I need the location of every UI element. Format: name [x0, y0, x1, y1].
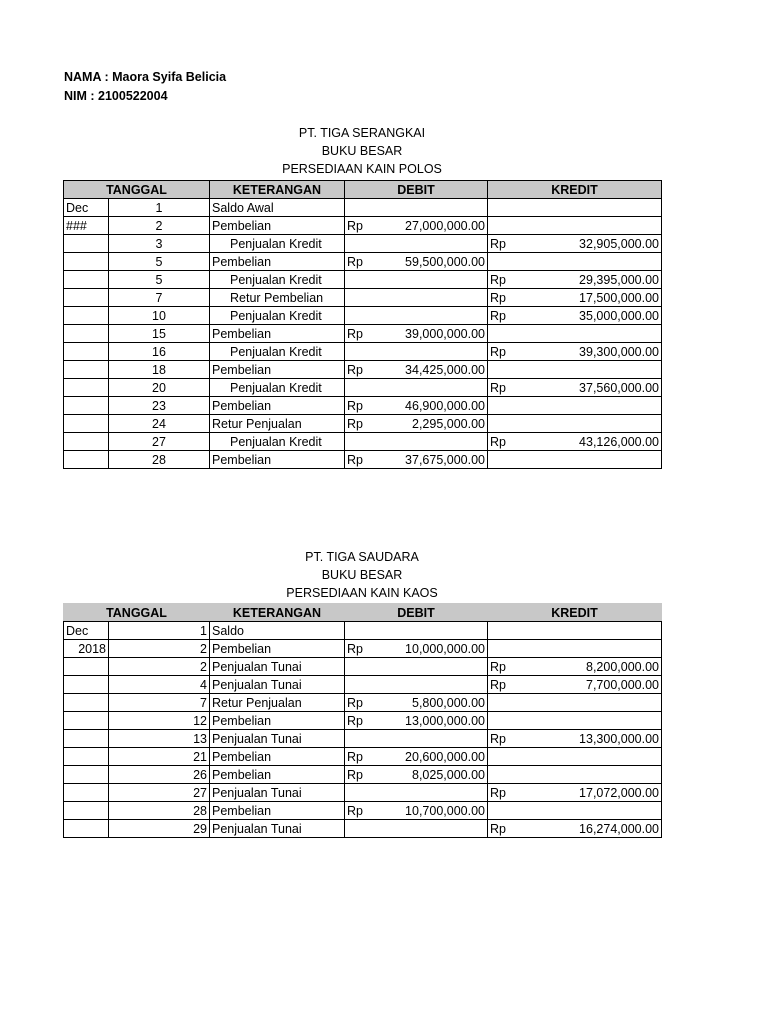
description-cell: Pembelian: [210, 766, 345, 784]
date-month-cell: [64, 289, 109, 307]
debit-amount-cell: 13,000,000.00: [385, 712, 488, 730]
debit-amount-cell: 59,500,000.00: [385, 253, 488, 271]
kredit-currency-cell: [488, 748, 528, 766]
debit-amount-cell: 37,675,000.00: [385, 451, 488, 469]
date-month-cell: Dec: [64, 199, 109, 217]
debit-currency-cell: [345, 307, 385, 325]
table-row: [64, 658, 662, 676]
date-day-cell: 2: [109, 640, 210, 658]
date-month-cell: [64, 784, 109, 802]
debit-currency-cell: Rp: [345, 253, 385, 271]
description-cell: Penjualan Kredit: [210, 271, 345, 289]
debit-currency-cell: [345, 343, 385, 361]
date-day-cell: 1: [109, 622, 210, 640]
table-row: [64, 397, 662, 415]
date-day-cell: 1: [109, 199, 210, 217]
ledger1-book: BUKU BESAR: [321, 144, 403, 158]
debit-currency-cell: [345, 658, 385, 676]
table-row: [64, 730, 662, 748]
debit-amount-cell: 27,000,000.00: [385, 217, 488, 235]
description-cell: Penjualan Tunai: [210, 658, 345, 676]
kredit-currency-cell: [488, 253, 528, 271]
description-cell: Penjualan Tunai: [210, 676, 345, 694]
description-cell: Pembelian: [210, 640, 345, 658]
table-row: [64, 235, 662, 253]
ledger2-table: [63, 603, 662, 838]
kredit-amount-cell: [528, 253, 662, 271]
date-month-cell: [64, 361, 109, 379]
header-keterangan: KETERANGAN: [210, 604, 345, 622]
date-month-cell: [64, 766, 109, 784]
table-row: [64, 379, 662, 397]
kredit-currency-cell: Rp: [488, 730, 528, 748]
date-day-cell: 29: [109, 820, 210, 838]
table-row: [64, 271, 662, 289]
table-row: [64, 640, 662, 658]
table-row: [64, 766, 662, 784]
ledger1-header-row: [64, 181, 662, 199]
ledger1-account: PERSEDIAAN KAIN POLOS: [282, 162, 442, 176]
kredit-currency-cell: [488, 712, 528, 730]
date-day-cell: 24: [109, 415, 210, 433]
header-debit: DEBIT: [345, 181, 488, 199]
date-month-cell: [64, 676, 109, 694]
debit-amount-cell: [385, 343, 488, 361]
kredit-currency-cell: Rp: [488, 820, 528, 838]
table-row: [64, 325, 662, 343]
kredit-amount-cell: [528, 451, 662, 469]
kredit-currency-cell: Rp: [488, 271, 528, 289]
description-cell: Pembelian: [210, 748, 345, 766]
header-kredit: KREDIT: [488, 604, 662, 622]
header-tanggal: TANGGAL: [64, 604, 210, 622]
description-cell: Saldo: [210, 622, 345, 640]
debit-currency-cell: Rp: [345, 397, 385, 415]
table-row: [64, 820, 662, 838]
kredit-amount-cell: 29,395,000.00: [528, 271, 662, 289]
kredit-amount-cell: [528, 217, 662, 235]
date-day-cell: 7: [109, 289, 210, 307]
kredit-currency-cell: [488, 217, 528, 235]
debit-amount-cell: [385, 379, 488, 397]
date-month-cell: [64, 748, 109, 766]
kredit-amount-cell: [528, 766, 662, 784]
kredit-amount-cell: 16,274,000.00: [528, 820, 662, 838]
date-month-cell: [64, 271, 109, 289]
debit-amount-cell: 20,600,000.00: [385, 748, 488, 766]
debit-amount-cell: [385, 730, 488, 748]
kredit-currency-cell: Rp: [488, 289, 528, 307]
debit-currency-cell: Rp: [345, 361, 385, 379]
table-row: [64, 253, 662, 271]
kredit-currency-cell: [488, 415, 528, 433]
kredit-amount-cell: [528, 712, 662, 730]
kredit-currency-cell: [488, 622, 528, 640]
table-row: [64, 451, 662, 469]
date-month-cell: ###: [64, 217, 109, 235]
kredit-currency-cell: [488, 451, 528, 469]
debit-currency-cell: Rp: [345, 712, 385, 730]
debit-amount-cell: 34,425,000.00: [385, 361, 488, 379]
debit-currency-cell: Rp: [345, 640, 385, 658]
description-cell: Retur Penjualan: [210, 694, 345, 712]
date-day-cell: 3: [109, 235, 210, 253]
kredit-currency-cell: Rp: [488, 676, 528, 694]
header-debit: DEBIT: [345, 604, 488, 622]
header-tanggal: TANGGAL: [64, 181, 210, 199]
debit-currency-cell: [345, 289, 385, 307]
debit-currency-cell: Rp: [345, 748, 385, 766]
description-cell: Penjualan Tunai: [210, 730, 345, 748]
debit-amount-cell: [385, 307, 488, 325]
debit-currency-cell: [345, 379, 385, 397]
table-row: [64, 361, 662, 379]
date-month-cell: [64, 379, 109, 397]
debit-currency-cell: [345, 235, 385, 253]
date-day-cell: 16: [109, 343, 210, 361]
kredit-amount-cell: 43,126,000.00: [528, 433, 662, 451]
debit-amount-cell: [385, 676, 488, 694]
description-cell: Penjualan Kredit: [210, 433, 345, 451]
table-row: [64, 802, 662, 820]
ledger1-company: PT. TIGA SERANGKAI: [298, 126, 426, 140]
date-month-cell: [64, 433, 109, 451]
debit-currency-cell: Rp: [345, 217, 385, 235]
description-cell: Pembelian: [210, 397, 345, 415]
kredit-amount-cell: 32,905,000.00: [528, 235, 662, 253]
debit-currency-cell: [345, 676, 385, 694]
student-nim: NIM : 2100522004: [64, 89, 168, 103]
table-row: [64, 784, 662, 802]
date-month-cell: Dec: [64, 622, 109, 640]
debit-currency-cell: Rp: [345, 451, 385, 469]
debit-currency-cell: [345, 784, 385, 802]
debit-amount-cell: 10,700,000.00: [385, 802, 488, 820]
kredit-amount-cell: 39,300,000.00: [528, 343, 662, 361]
debit-amount-cell: [385, 820, 488, 838]
date-day-cell: 2: [109, 217, 210, 235]
kredit-amount-cell: [528, 694, 662, 712]
ledger2-company: PT. TIGA SAUDARA: [305, 550, 419, 564]
debit-amount-cell: [385, 199, 488, 217]
description-cell: Retur Penjualan: [210, 415, 345, 433]
date-day-cell: 7: [109, 694, 210, 712]
date-day-cell: 10: [109, 307, 210, 325]
kredit-amount-cell: 8,200,000.00: [528, 658, 662, 676]
table-row: [64, 415, 662, 433]
date-month-cell: [64, 343, 109, 361]
description-cell: Pembelian: [210, 451, 345, 469]
ledger1-title-block: [63, 124, 661, 178]
table-row: [64, 676, 662, 694]
debit-amount-cell: 5,800,000.00: [385, 694, 488, 712]
date-month-cell: [64, 730, 109, 748]
student-name: NAMA : Maora Syifa Belicia: [64, 70, 227, 84]
description-cell: Penjualan Kredit: [210, 235, 345, 253]
header-kredit: KREDIT: [488, 181, 662, 199]
debit-amount-cell: [385, 784, 488, 802]
date-day-cell: 2: [109, 658, 210, 676]
description-cell: Penjualan Kredit: [210, 379, 345, 397]
date-day-cell: 13: [109, 730, 210, 748]
kredit-amount-cell: [528, 361, 662, 379]
table-row: [64, 343, 662, 361]
date-month-cell: [64, 802, 109, 820]
debit-amount-cell: 2,295,000.00: [385, 415, 488, 433]
kredit-currency-cell: Rp: [488, 784, 528, 802]
kredit-currency-cell: Rp: [488, 307, 528, 325]
debit-currency-cell: [345, 199, 385, 217]
description-cell: Pembelian: [210, 217, 345, 235]
debit-currency-cell: Rp: [345, 325, 385, 343]
kredit-amount-cell: 35,000,000.00: [528, 307, 662, 325]
description-cell: Penjualan Tunai: [210, 784, 345, 802]
ledger1-body: [64, 199, 662, 469]
description-cell: Pembelian: [210, 712, 345, 730]
debit-amount-cell: 10,000,000.00: [385, 640, 488, 658]
kredit-currency-cell: Rp: [488, 343, 528, 361]
debit-amount-cell: [385, 271, 488, 289]
date-day-cell: 4: [109, 676, 210, 694]
date-month-cell: [64, 415, 109, 433]
table-row: [64, 199, 662, 217]
kredit-currency-cell: Rp: [488, 235, 528, 253]
table-row: [64, 289, 662, 307]
date-day-cell: 15: [109, 325, 210, 343]
table-row: [64, 712, 662, 730]
description-cell: Pembelian: [210, 802, 345, 820]
kredit-amount-cell: [528, 640, 662, 658]
kredit-currency-cell: [488, 361, 528, 379]
description-cell: Retur Pembelian: [210, 289, 345, 307]
kredit-amount-cell: [528, 397, 662, 415]
kredit-currency-cell: Rp: [488, 658, 528, 676]
date-month-cell: [64, 307, 109, 325]
debit-currency-cell: Rp: [345, 766, 385, 784]
kredit-currency-cell: [488, 802, 528, 820]
debit-amount-cell: [385, 433, 488, 451]
debit-currency-cell: [345, 820, 385, 838]
debit-currency-cell: [345, 271, 385, 289]
date-month-cell: [64, 451, 109, 469]
kredit-amount-cell: [528, 748, 662, 766]
table-row: [64, 622, 662, 640]
debit-currency-cell: Rp: [345, 694, 385, 712]
description-cell: Pembelian: [210, 253, 345, 271]
date-day-cell: 5: [109, 253, 210, 271]
table-row: [64, 748, 662, 766]
kredit-amount-cell: [528, 415, 662, 433]
description-cell: Penjualan Tunai: [210, 820, 345, 838]
date-month-cell: [64, 712, 109, 730]
date-month-cell: 2018: [64, 640, 109, 658]
debit-amount-cell: 8,025,000.00: [385, 766, 488, 784]
kredit-amount-cell: 13,300,000.00: [528, 730, 662, 748]
description-cell: Penjualan Kredit: [210, 307, 345, 325]
table-row: [64, 694, 662, 712]
date-month-cell: [64, 325, 109, 343]
kredit-currency-cell: [488, 397, 528, 415]
kredit-amount-cell: [528, 199, 662, 217]
kredit-amount-cell: [528, 622, 662, 640]
date-day-cell: 5: [109, 271, 210, 289]
date-day-cell: 28: [109, 802, 210, 820]
date-month-cell: [64, 235, 109, 253]
date-month-cell: [64, 820, 109, 838]
kredit-amount-cell: 7,700,000.00: [528, 676, 662, 694]
debit-amount-cell: [385, 289, 488, 307]
kredit-currency-cell: [488, 766, 528, 784]
debit-currency-cell: Rp: [345, 802, 385, 820]
date-day-cell: 26: [109, 766, 210, 784]
date-month-cell: [64, 658, 109, 676]
date-day-cell: 23: [109, 397, 210, 415]
debit-currency-cell: [345, 730, 385, 748]
date-month-cell: [64, 694, 109, 712]
kredit-currency-cell: Rp: [488, 433, 528, 451]
ledger1-table: [63, 180, 662, 469]
debit-currency-cell: [345, 622, 385, 640]
ledger2-body: [64, 622, 662, 838]
debit-amount-cell: 39,000,000.00: [385, 325, 488, 343]
date-day-cell: 18: [109, 361, 210, 379]
date-day-cell: 28: [109, 451, 210, 469]
kredit-currency-cell: [488, 640, 528, 658]
ledger2-book: BUKU BESAR: [321, 568, 403, 582]
date-month-cell: [64, 253, 109, 271]
kredit-amount-cell: 17,500,000.00: [528, 289, 662, 307]
kredit-currency-cell: [488, 199, 528, 217]
debit-amount-cell: [385, 658, 488, 676]
debit-currency-cell: [345, 433, 385, 451]
description-cell: Penjualan Kredit: [210, 343, 345, 361]
debit-currency-cell: Rp: [345, 415, 385, 433]
table-row: [64, 433, 662, 451]
date-day-cell: 27: [109, 433, 210, 451]
description-cell: Pembelian: [210, 361, 345, 379]
description-cell: Pembelian: [210, 325, 345, 343]
kredit-amount-cell: 37,560,000.00: [528, 379, 662, 397]
kredit-currency-cell: Rp: [488, 379, 528, 397]
date-day-cell: 27: [109, 784, 210, 802]
debit-amount-cell: 46,900,000.00: [385, 397, 488, 415]
date-day-cell: 20: [109, 379, 210, 397]
description-cell: Saldo Awal: [210, 199, 345, 217]
kredit-amount-cell: 17,072,000.00: [528, 784, 662, 802]
table-row: [64, 307, 662, 325]
ledger2-title-block: [63, 548, 661, 602]
debit-amount-cell: [385, 622, 488, 640]
date-day-cell: 12: [109, 712, 210, 730]
ledger2-header-row: [64, 604, 662, 622]
table-row: [64, 217, 662, 235]
kredit-amount-cell: [528, 802, 662, 820]
kredit-currency-cell: [488, 325, 528, 343]
date-day-cell: 21: [109, 748, 210, 766]
kredit-currency-cell: [488, 694, 528, 712]
debit-amount-cell: [385, 235, 488, 253]
date-month-cell: [64, 397, 109, 415]
header-keterangan: KETERANGAN: [210, 181, 345, 199]
ledger2-account: PERSEDIAAN KAIN KAOS: [286, 586, 438, 600]
kredit-amount-cell: [528, 325, 662, 343]
